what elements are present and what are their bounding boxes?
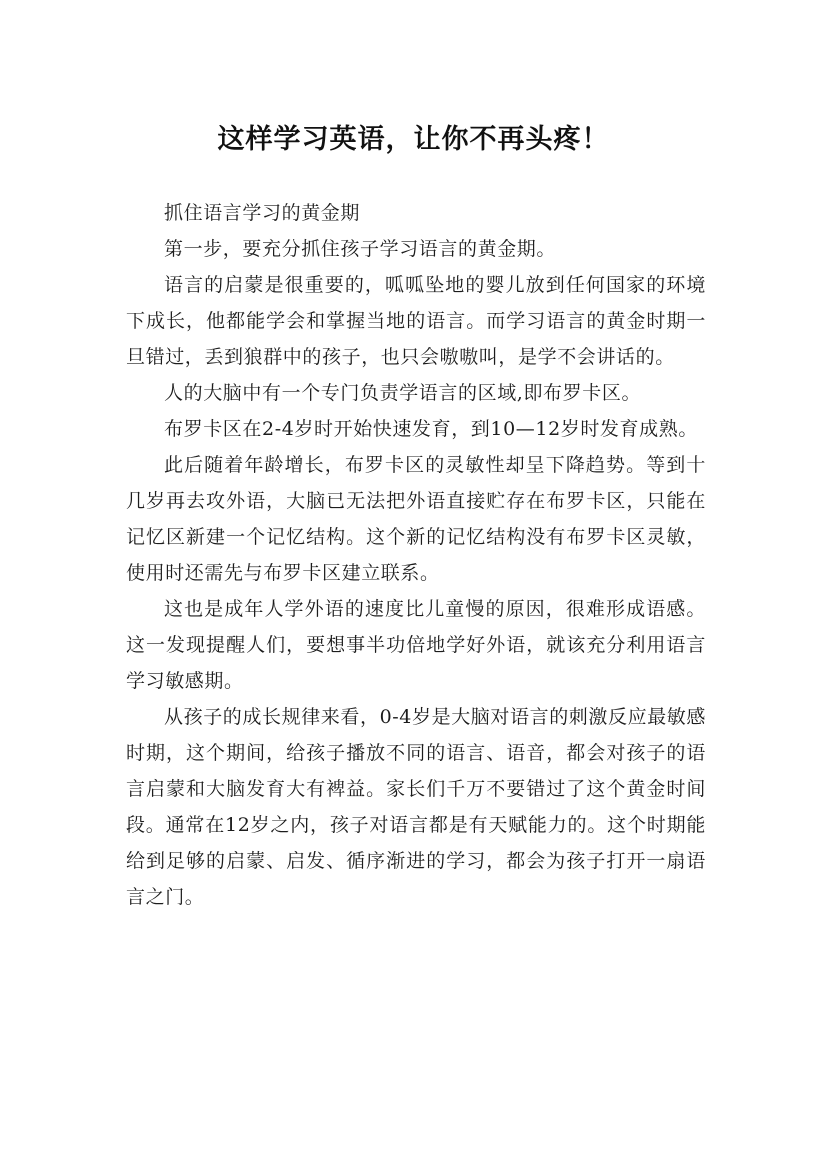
paragraph: 人的大脑中有一个专门负责学语言的区域,即布罗卡区。: [164, 382, 642, 404]
paragraph: 此后随着年龄增长，布罗卡区的灵敏性却呈下降趋势。等到十几岁再去攻外语，大脑已无法把外语直接贮存在布罗卡区，只能在记忆区新建一个记忆结构。这个新的记忆结构没有布罗卡区灵敏，使用时还需先与布罗卡区建立联系。: [126, 454, 706, 584]
paragraph: 语言的启蒙是很重要的，呱呱坠地的婴儿放到任何国家的环境下成长，他都能学会和掌握当地的语言。而学习语言的黄金时期一旦错过，丢到狼群中的孩子，也只会嗷嗷叫，是学不会讲话的。: [126, 274, 706, 368]
paragraph: 第一步，要充分抓住孩子学习语言的黄金期。: [164, 238, 557, 260]
paragraph: 布罗卡区在2-4岁时开始快速发育，到10—12岁时发育成熟。: [164, 418, 698, 440]
document-body: [126, 195, 706, 915]
document-title: 这样学习英语，让你不再头疼！: [217, 124, 610, 156]
paragraph: 这也是成年人学外语的速度比儿童慢的原因，很难形成语感。这一发现提醒人们，要想事半功倍地学好外语，就该充分利用语言学习敏感期。: [126, 598, 706, 692]
section-heading: 抓住语言学习的黄金期: [164, 202, 361, 224]
paragraph: 从孩子的成长规律来看，0-4岁是大脑对语言的刺激反应最敏感时期，这个期间，给孩子播放不同的语言、语音，都会对孩子的语言启蒙和大脑发育大有裨益。家长们千万不要错过了这个黄金时间段。通常在12岁之内，孩子对语言都是有天赋能力的。这个时期能给到足够的启蒙、启发、循序渐进的学习，都会为孩子打开一扇语言之门。: [126, 706, 706, 908]
